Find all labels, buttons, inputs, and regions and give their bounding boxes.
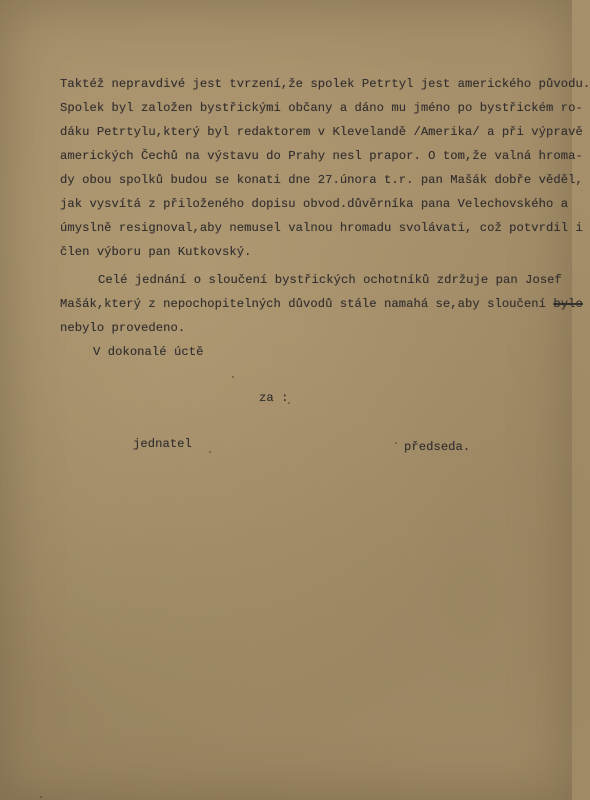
paper-speck	[40, 796, 42, 798]
signature-left-label: jednatel	[133, 437, 192, 451]
paper-speck	[232, 376, 234, 378]
signature-right-label: předseda.	[404, 440, 471, 454]
paper-speck	[288, 402, 290, 404]
body-line-8: člen výboru pan Kutkovský.	[60, 245, 252, 259]
paper-speck	[395, 442, 397, 444]
za-label: za :	[259, 391, 289, 405]
paragraph2-line-2-text: Mašák,který z nepochopitelných důvodů stále namahá se,aby sloučení	[60, 297, 547, 311]
paragraph2-line-1: Celé jednání o sloučení bystřických ochotníků zdržuje pan Josef	[98, 273, 562, 287]
body-line-3: dáku Petrtylu,který byl redaktorem v Klevelandě /Amerika/ a při výpravě	[60, 125, 583, 139]
body-line-4: amerických Čechů na výstavu do Prahy nesl prapor. O tom,že valná hroma-	[60, 149, 583, 163]
body-line-5: dy obou spolků budou se konati dne 27.února t.r. pan Mašák dobře věděl,	[60, 173, 583, 187]
body-line-2: Spolek byl založen bystřickými občany a dáno mu jméno po bystřickém ro-	[60, 101, 583, 115]
closing-salutation: V dokonalé úctě	[93, 345, 204, 359]
body-line-6: jak vysvítá z přiloženého dopisu obvod.důvěrníka pana Velechovského a	[60, 197, 569, 211]
struck-word: bylo	[553, 297, 583, 311]
body-line-1: Taktéž nepravdivé jest tvrzení,že spolek Petrtyl jest amerického původu.	[60, 77, 590, 91]
paper-speck	[209, 451, 211, 453]
body-line-7: úmyslně resignoval,aby nemusel valnou hromadu svolávati, což potvrdil i	[60, 221, 583, 235]
paragraph2-line-2	[60, 297, 583, 311]
paragraph2-line-3: nebylo provedeno.	[60, 321, 186, 335]
